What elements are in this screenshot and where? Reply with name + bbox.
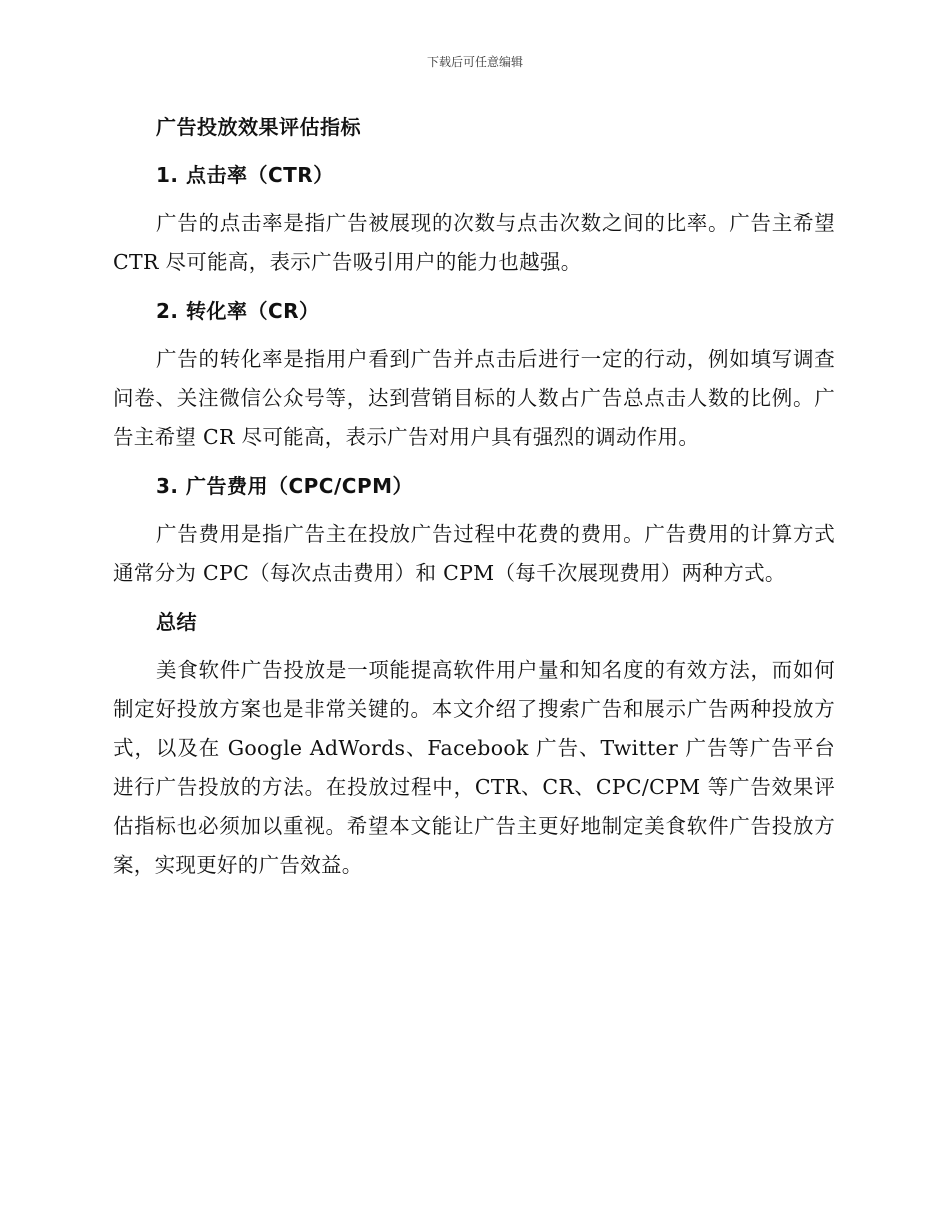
document-body (113, 108, 835, 895)
cost-paragraph: 广告费用是指广告主在投放广告过程中花费的费用。广告费用的计算方式通常分为 CPC（每次点击费用）和 CPM（每千次展现费用）两种方式。 (113, 522, 835, 585)
cr-heading: 2. 转化率（CR） (156, 299, 320, 323)
ctr-heading: 1. 点击率（CTR） (156, 163, 334, 187)
section-title: 广告投放效果评估指标 (156, 115, 361, 139)
cost-heading: 3. 广告费用（CPC/CPM） (156, 474, 414, 498)
summary-heading: 总结 (156, 610, 197, 634)
page-header: 下载后可任意编辑 (426, 55, 523, 69)
cr-paragraph: 广告的转化率是指用户看到广告并点击后进行一定的行动，例如填写调查问卷、关注微信公众号等，达到营销目标的人数占广告总点击人数的比例。广告主希望 CR 尽可能高，表示广告对用户具有强烈的调动作用。 (113, 347, 835, 449)
ctr-paragraph: 广告的点击率是指广告被展现的次数与点击次数之间的比率。广告主希望 CTR 尽可能高，表示广告吸引用户的能力也越强。 (113, 211, 835, 274)
summary-paragraph: 美食软件广告投放是一项能提高软件用户量和知名度的有效方法，而如何制定好投放方案也是非常关键的。本文介绍了搜索广告和展示广告两种投放方式，以及在 Google AdWords、Facebook 广告、Twitter 广告等广告平台进行广告投放的方法。在投放过程中，CTR、CR、CPC/CPM 等广告效果评估指标也必须加以重视。希望本文能让广告主更好地制定美食软件广告投放方案，实现更好的广告效益。 (113, 658, 835, 877)
